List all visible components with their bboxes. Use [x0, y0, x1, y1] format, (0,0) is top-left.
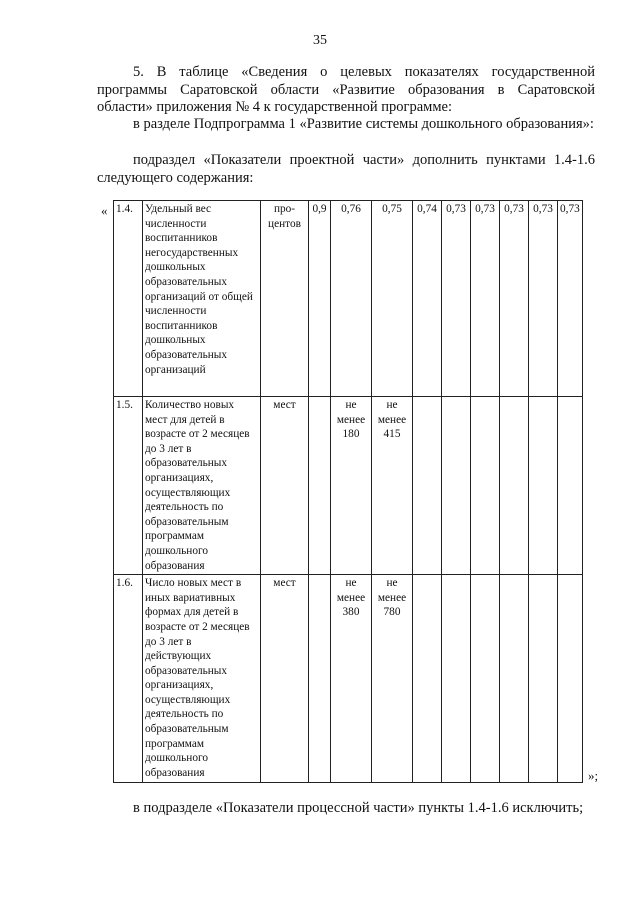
- paragraph-process-section: в подразделе «Показатели процессной части» пункты 1.4-1.6 исключить;: [133, 800, 584, 816]
- value-cell: [442, 575, 471, 783]
- indicators-table: [113, 200, 583, 783]
- indicator-name: Удельный вес численности воспитанников негосударственных дошкольных образовательных организаций от общей численности воспитанников дошкольных образовательных организаций: [143, 201, 261, 397]
- value-cell: 0,73: [500, 201, 529, 397]
- table-row: [114, 201, 583, 397]
- unit-cell: мест: [261, 575, 309, 783]
- closing-quote: »;: [588, 768, 599, 783]
- value-cell: 0,73: [558, 201, 583, 397]
- value-cell: 0,73: [442, 201, 471, 397]
- indicator-name: Число новых мест в иных вариативных формах для детей в возрасте от 2 месяцев до 3 лет в действующих образовательных организациях, осуществляющих деятельность по образовательным программам дошкольного образования: [143, 575, 261, 783]
- value-cell: не менее 415: [372, 397, 413, 575]
- table-row: [114, 575, 583, 783]
- base-value-cell: [309, 397, 331, 575]
- opening-quote: «: [101, 203, 108, 218]
- value-cell: [500, 575, 529, 783]
- paragraph-subprogram-section: в разделе Подпрограмма 1 «Развитие системы дошкольного образования»:: [133, 116, 594, 132]
- value-cell: [500, 397, 529, 575]
- value-cell: [442, 397, 471, 575]
- base-value-cell: 0,9: [309, 201, 331, 397]
- value-cell: [413, 575, 442, 783]
- value-cell: [558, 397, 583, 575]
- page-number: 35: [313, 33, 327, 48]
- row-number: 1.6.: [114, 575, 143, 783]
- value-cell: [529, 575, 558, 783]
- row-number: 1.4.: [114, 201, 143, 397]
- indicator-name: Количество новых мест для детей в возрасте от 2 месяцев до 3 лет в образовательных организациях, осуществляющих деятельность по образовательным программам дошкольного образования: [143, 397, 261, 575]
- value-cell: не менее 380: [331, 575, 372, 783]
- base-value-cell: [309, 575, 331, 783]
- value-cell: 0,74: [413, 201, 442, 397]
- value-cell: [471, 575, 500, 783]
- value-cell: 0,76: [331, 201, 372, 397]
- value-cell: [413, 397, 442, 575]
- value-cell: [558, 575, 583, 783]
- value-cell: не менее 780: [372, 575, 413, 783]
- value-cell: 0,73: [529, 201, 558, 397]
- paragraph-add-items: подраздел «Показатели проектной части» дополнить пунктами 1.4-1.6 следующего содержания:: [97, 152, 595, 186]
- value-cell: [471, 397, 500, 575]
- unit-cell: про-центов: [261, 201, 309, 397]
- paragraph-item-5: 5. В таблице «Сведения о целевых показателях государственной программы Саратовской области «Развитие образования в Саратовской области» приложения № 4 к государственной программе:: [97, 64, 595, 115]
- table-row: [114, 397, 583, 575]
- value-cell: 0,73: [471, 201, 500, 397]
- row-number: 1.5.: [114, 397, 143, 575]
- value-cell: 0,75: [372, 201, 413, 397]
- unit-cell: мест: [261, 397, 309, 575]
- value-cell: [529, 397, 558, 575]
- value-cell: не менее 180: [331, 397, 372, 575]
